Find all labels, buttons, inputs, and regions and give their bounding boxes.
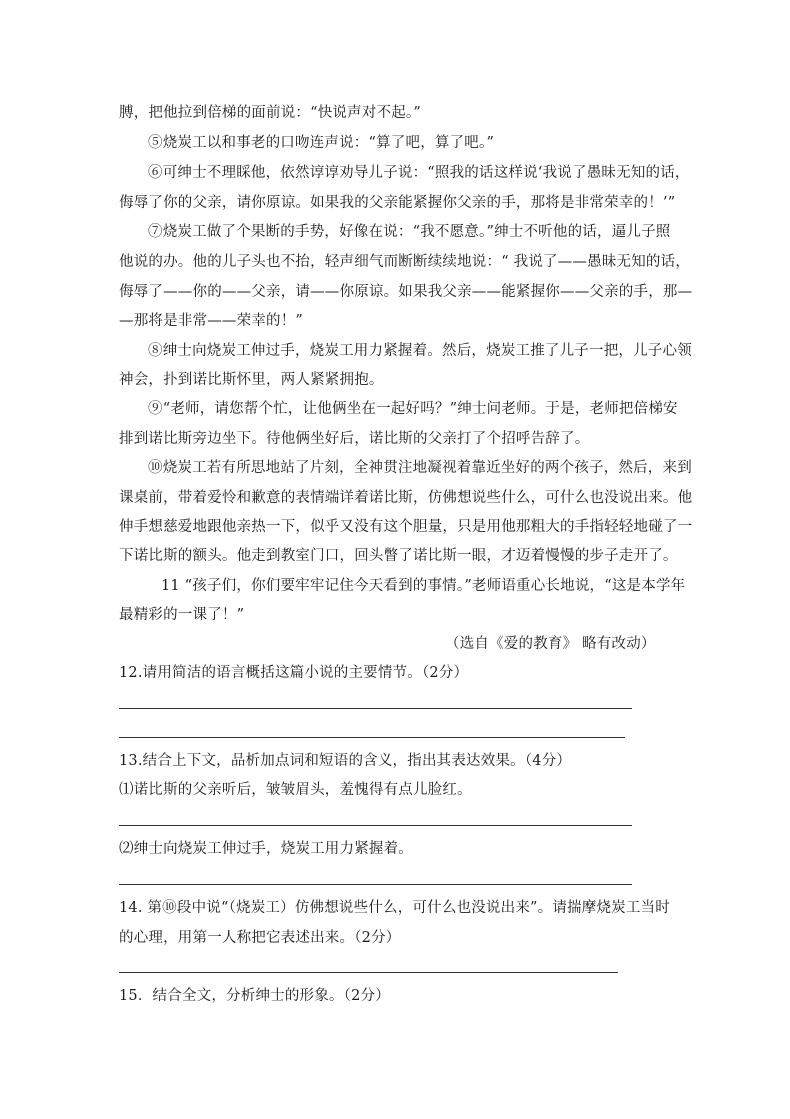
passage-paragraph-7: ⑦烧炭工做了个果断的手势，好像在说：“我不愿意。”绅士不听他的话，逼儿子照	[148, 224, 671, 240]
question-13: 13.结合上下文，品析加点词和短语的含义，指出其表达效果。（4分）	[119, 753, 572, 769]
passage-source: （选自《爱的教育》 略有改动）	[445, 636, 656, 652]
question-12: 12.请用简洁的语言概括这篇小说的主要情节。（2分）	[119, 665, 469, 681]
passage-line: 伸手想慈爱地跟他亲热一下，似乎又没有这个胆量，只是用他那粗大的手指轻轻地碰了一	[119, 519, 693, 535]
question-13-part-1: ⑴诺比斯的父亲听后，皱皱眉头，羞愧得有点儿脸红。	[119, 782, 472, 798]
passage-line: 侮辱了你的父亲，请你原谅。如果我的父亲能紧握你父亲的手，那将是非常荣幸的！’”	[119, 195, 676, 211]
question-14-continued: 的心理，用第一人称把它表述出来。（2分）	[119, 930, 401, 946]
answer-line[interactable]	[119, 737, 625, 738]
passage-line: 神会，扑到诺比斯怀里，两人紧紧拥抱。	[119, 372, 384, 388]
passage-line: 侮辱了——你的——父亲，请——你原谅。如果我父亲——能紧握你——父亲的手，那—	[119, 284, 693, 300]
passage-line: —那将是非常——荣幸的！”	[119, 313, 304, 329]
passage-paragraph-5: ⑤烧炭工以和事老的口吻连声说：“算了吧，算了吧。”	[148, 135, 495, 151]
passage-line: 他说的办。他的儿子头也不抬，轻声细气而断断续续地说：“ 我说了——愚昧无知的话，	[119, 254, 691, 270]
question-14: 14. 第⑩段中说“（烧炭工）仿佛想说些什么，可什么也没说出来”。请揣摩烧炭工当时	[119, 900, 670, 916]
answer-line[interactable]	[119, 708, 632, 709]
passage-paragraph-9: ⑨“老师，请您帮个忙，让他俩坐在一起好吗？”绅士问老师。于是，老师把倍梯安	[148, 401, 678, 417]
passage-paragraph-8: ⑧绅士向烧炭工伸过手，烧炭工用力紧握着。然后，烧炭工推了儿子一把，儿子心领	[148, 343, 692, 359]
answer-line[interactable]	[119, 825, 632, 826]
passage-line: 排到诺比斯旁边坐下。待他俩坐好后，诺比斯的父亲打了个招呼告辞了。	[119, 431, 590, 447]
passage-paragraph-11: 11 “孩子们，你们要牢牢记住今天看到的事情。”老师语重心长地说，“这是本学年	[161, 578, 686, 594]
passage-paragraph-6: ⑥可绅士不理睬他，依然谆谆劝导儿子说：“照我的话这样说‘我说了愚昧无知的话，	[148, 165, 690, 181]
passage-line: 膊，把他拉到倍梯的面前说：“快说声对不起。”	[119, 105, 421, 121]
passage-line: 课桌前，带着爱怜和歉意的表情端详着诺比斯，仿佛想说些什么，可什么也没说出来。他	[119, 490, 693, 506]
passage-line: 最精彩的一课了！”	[119, 607, 245, 623]
answer-line[interactable]	[119, 972, 618, 973]
question-15: 15．结合全文，分析绅士的形象。（2分）	[119, 988, 390, 1004]
passage-paragraph-10: ⑩烧炭工若有所思地站了片刻，全神贯注地凝视着靠近坐好的两个孩子，然后，来到	[148, 460, 692, 476]
question-13-part-2: ⑵绅士向烧炭工伸过手，烧炭工用力紧握着。	[119, 841, 413, 857]
passage-line: 下诺比斯的额头。他走到教室门口，回头瞥了诺比斯一眼，才迈着慢慢的步子走开了。	[119, 548, 678, 564]
answer-line[interactable]	[119, 884, 632, 885]
